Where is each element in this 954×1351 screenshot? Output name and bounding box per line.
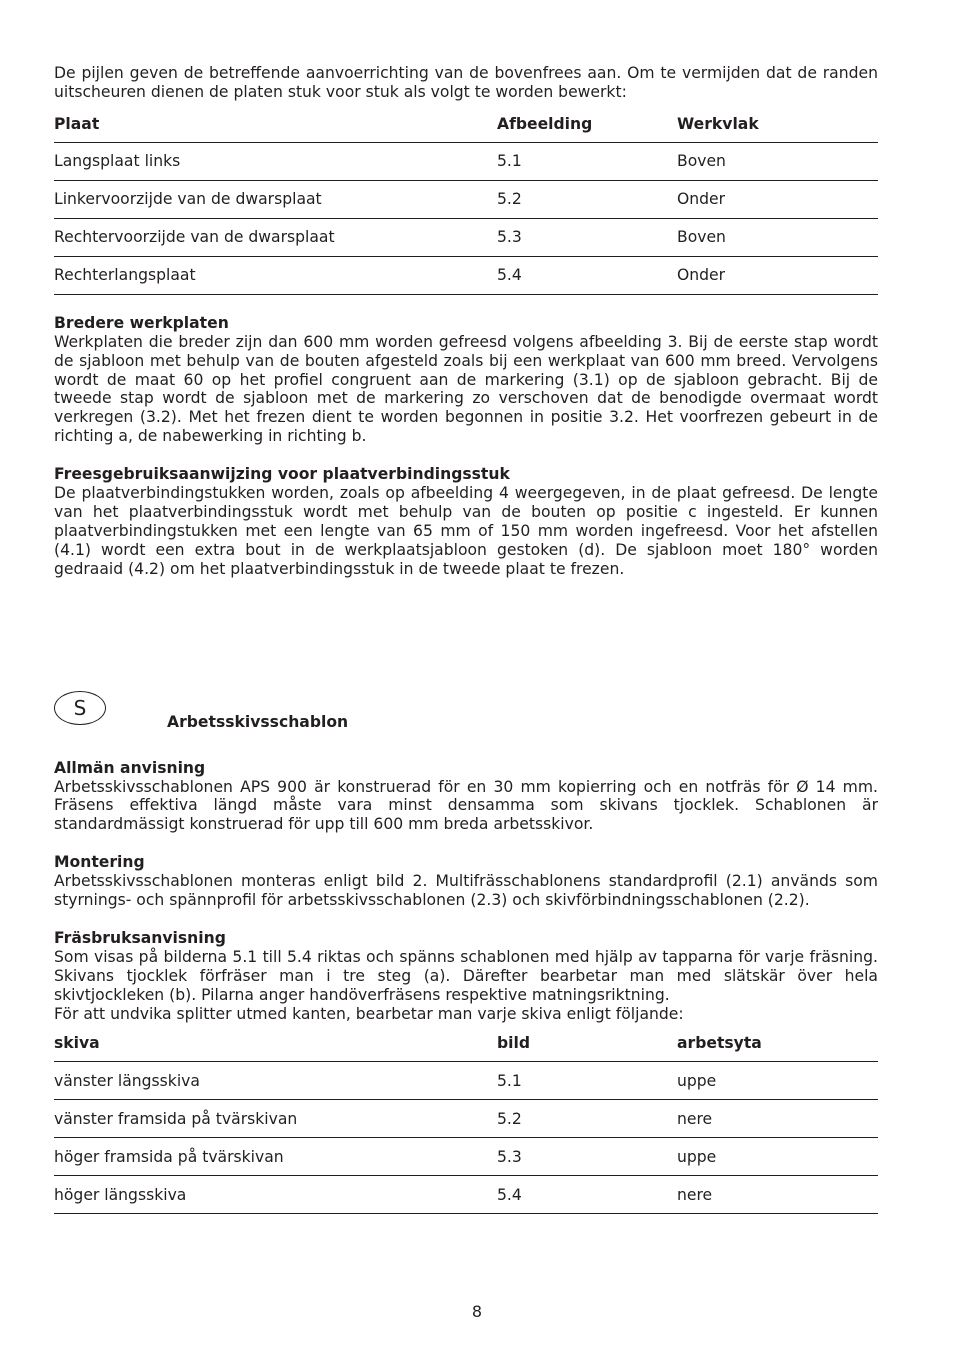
table-cell: Rechterlangsplaat <box>54 256 497 294</box>
table-cell: Rechtervoorzijde van de dwarsplaat <box>54 218 497 256</box>
table-cell: 5.3 <box>497 218 677 256</box>
table-header-cell: bild <box>497 1025 677 1062</box>
language-badge: S <box>54 691 106 725</box>
table-cell: Langsplaat links <box>54 142 497 180</box>
nl-section-bredere <box>54 314 878 446</box>
section-paragraph: Arbetsskivsschablonen APS 900 är konstruerad för en 30 mm kopierring och en notfräs för Ø 14 mm. Fräsens effektiva längd måste vara minst densamma som skivans tjocklek. Schablonen är standardmässigt konstruerad för upp till 600 mm breda arbetsskivor. <box>54 777 878 834</box>
nl-plate-table <box>54 106 878 295</box>
table-cell: Boven <box>677 218 878 256</box>
table-cell: 5.1 <box>497 1062 677 1100</box>
table-cell: 5.4 <box>497 256 677 294</box>
table-cell: uppe <box>677 1138 878 1176</box>
table-row <box>54 218 878 256</box>
page-number: 8 <box>471 1302 483 1321</box>
sv-plate-table <box>54 1025 878 1214</box>
section-paragraph: De plaatverbindingstukken worden, zoals op afbeelding 4 weergegeven, in de plaat gefreesd. De lengte van het plaatverbindingsstuk wordt met behulp van de bouten op positie c ingesteld. Er kunnen plaatverbindingstukken met een lengte van 65 mm of 150 mm worden ingefreesd. Voor het afstellen (4.1) wordt een extra bout in de werkplaatsjabloon gestoken (d). De sjabloon moet 180° worden gedraaid (4.2) om het plaatverbindingsstuk in de tweede plaat te frezen. <box>54 484 878 578</box>
table-row <box>54 142 878 180</box>
sv-section-allman <box>54 759 878 835</box>
table-row <box>54 1138 878 1176</box>
section-paragraph: Som visas på bilderna 5.1 till 5.4 riktas och spänns schablonen med hjälp av tapparna för varje fräsning. Skivans tjocklek förfräser man i tre steg (a). Därefter bearbetar man med slätskär över hela skivtjockleken (b). Pilarna anger handöverfräsens respektive matningsriktning. <box>54 947 878 1004</box>
section-heading: Freesgebruiksaanwijzing voor plaatverbindingsstuk <box>54 465 510 484</box>
nl-intro-paragraph: De pijlen geven de betreffende aanvoerrichting van de bovenfrees aan. Om te vermijden dat de randen uitscheuren dienen de platen stuk voor stuk als volgt te worden bewerkt: <box>54 64 878 101</box>
section-heading: Allmän anvisning <box>54 758 206 777</box>
table-cell: Boven <box>677 142 878 180</box>
section-heading: Fräsbruksanvisning <box>54 928 226 947</box>
table-cell: uppe <box>677 1062 878 1100</box>
table-cell: 5.2 <box>497 1100 677 1138</box>
table-cell: 5.3 <box>497 1138 677 1176</box>
table-header-cell: Afbeelding <box>497 106 677 143</box>
table-row <box>54 1176 878 1214</box>
table-cell: höger längsskiva <box>54 1176 497 1214</box>
table-row <box>54 1062 878 1100</box>
table-cell: vänster längsskiva <box>54 1062 497 1100</box>
table-header-cell: arbetsyta <box>677 1025 878 1062</box>
table-header-cell: Werkvlak <box>677 106 878 143</box>
section-paragraph: Werkplaten die breder zijn dan 600 mm worden gefreesd volgens afbeelding 3. Bij de eerste stap wordt de sjabloon met behulp van de bouten afgesteld zoals bij een werkplaat van 600 mm breed. Vervolgens wordt de maat 60 op het profiel congruent aan de markering (3.1) op de sjabloon gebracht. Bij de tweede stap wordt de sjabloon met de markering zo verschoven dat de benodigde overmaat wordt verkregen (3.2). Met het frezen dient te worden begonnen in positie 3.2. Het voorfrezen gebeurt in de richting a, de nabewerking in richting b. <box>54 332 878 446</box>
table-cell: Linkervoorzijde van de dwarsplaat <box>54 180 497 218</box>
table-header-cell: skiva <box>54 1025 497 1062</box>
table-cell: Onder <box>677 180 878 218</box>
table-row <box>54 256 878 294</box>
table-header-row <box>54 1025 878 1062</box>
table-cell: 5.2 <box>497 180 677 218</box>
table-row <box>54 1100 878 1138</box>
sv-section-fras <box>54 929 878 1024</box>
nl-section-frees <box>54 465 878 578</box>
table-cell: nere <box>677 1176 878 1214</box>
sv-section-title: Arbetsskivsschablon <box>167 712 349 731</box>
table-cell: vänster framsida på tvärskivan <box>54 1100 497 1138</box>
section-paragraph: Arbetsskivsschablonen monteras enligt bild 2. Multifrässchablonens standardprofil (2.1) används som styrnings- och spännprofil för arbetsskivsschablonen (2.3) och skivförbindningsschablonen (2.2). <box>54 872 878 910</box>
table-header-row <box>54 106 878 143</box>
table-cell: 5.4 <box>497 1176 677 1214</box>
table-cell: Onder <box>677 256 878 294</box>
table-cell: 5.1 <box>497 142 677 180</box>
table-cell: höger framsida på tvärskivan <box>54 1138 497 1176</box>
table-cell: nere <box>677 1100 878 1138</box>
section-heading: Montering <box>54 853 145 872</box>
section-heading: Bredere werkplaten <box>54 313 229 332</box>
page-body <box>54 64 878 1214</box>
sv-language-header <box>54 691 878 751</box>
table-row <box>54 180 878 218</box>
table-header-cell: Plaat <box>54 106 497 143</box>
section-paragraph: För att undvika splitter utmed kanten, bearbetar man varje skiva enligt följande: <box>54 1004 684 1023</box>
sv-section-montering <box>54 853 878 910</box>
